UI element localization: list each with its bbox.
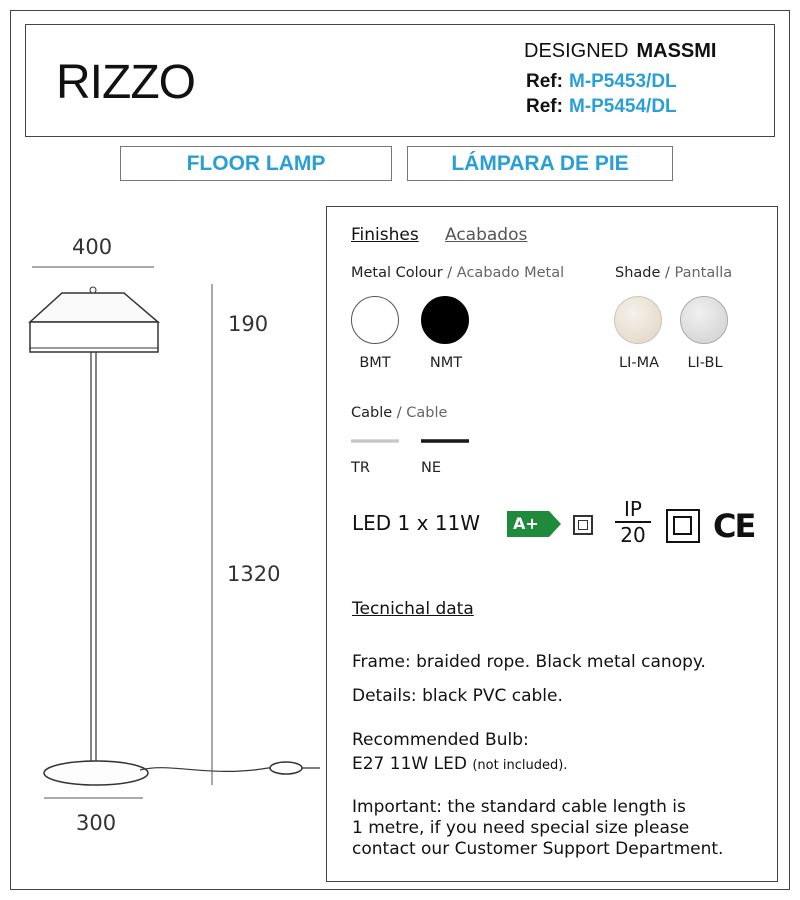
swatch-label-li-bl: LI-BL: [687, 355, 723, 371]
designed-label: DESIGNED: [524, 40, 629, 62]
cable-code-ne: NE: [421, 460, 442, 476]
cable-swatch-tr: [351, 439, 399, 443]
ip-label: IP: [615, 499, 651, 523]
tech-important-3: contact our Customer Support Department.: [352, 839, 724, 859]
tech-details: Details: black PVC cable.: [352, 686, 563, 706]
swatch-li-bl: [680, 296, 728, 344]
finishes-title: Finishes: [351, 225, 419, 245]
ce-mark-icon: CE: [713, 507, 755, 545]
energy-class-text: A+: [513, 514, 539, 533]
metal-label-es: Acabado Metal: [456, 265, 565, 281]
finishes-panel: [326, 206, 778, 882]
ref-code: M-P5454/DL: [568, 96, 677, 117]
lamp-base: [44, 761, 148, 785]
tech-bulb-note: (not included).: [472, 758, 568, 773]
ip-value: 20: [620, 523, 646, 547]
tech-bulb: [352, 754, 567, 776]
swatch-label-nmt: NMT: [429, 355, 463, 371]
ref-line-1: [526, 71, 677, 93]
swatch-label-bmt: BMT: [359, 355, 391, 371]
title-lampara-de-pie: LÁMPARA DE PIE: [407, 146, 673, 181]
tech-important-1: Important: the standard cable length is: [352, 797, 686, 817]
dim-stem-height: 1320: [227, 562, 281, 586]
product-name: RIZZO: [56, 56, 195, 109]
class-ii-small-icon: [573, 515, 593, 535]
separator: /: [396, 405, 402, 421]
shade-label-es: Pantalla: [674, 265, 733, 281]
tech-bulb-value: E27 11W LED: [352, 754, 467, 774]
dim-base-width: 300: [76, 811, 117, 835]
dim-shade-height: 190: [228, 312, 269, 336]
acabados-title: Acabados: [445, 225, 528, 245]
ref-code: M-P5453/DL: [568, 71, 677, 92]
class-ii-icon: [666, 509, 700, 543]
title-floor-lamp: FLOOR LAMP: [120, 146, 392, 181]
separator: /: [665, 265, 670, 281]
shade-label-en: Shade: [615, 265, 661, 281]
tech-important-2: 1 metre, if you need special size please: [352, 818, 690, 838]
dim-shade-width: 400: [72, 235, 113, 259]
metal-colour-label: [351, 265, 564, 281]
cable-swatch-ne: [421, 439, 469, 443]
swatch-li-ma: [614, 296, 662, 344]
ref-line-2: [526, 96, 677, 118]
tech-bulb-label: Recommended Bulb:: [352, 730, 529, 750]
shade-label: [615, 265, 732, 281]
header-box: [25, 24, 775, 137]
lamp-drawing: [0, 240, 320, 880]
technical-title: Tecnichal data: [352, 599, 474, 619]
swatch-bmt: [351, 296, 399, 344]
separator: /: [447, 265, 453, 281]
ref-label: Ref:: [526, 71, 563, 92]
led-spec: LED 1 x 11W: [352, 511, 481, 535]
designer-name: MASSMI: [636, 40, 717, 62]
tech-frame: Frame: braided rope. Black metal canopy.: [352, 652, 706, 672]
ref-label: Ref:: [526, 96, 563, 117]
shade-shape: [30, 293, 158, 322]
cable-switch: [270, 762, 302, 774]
designer-line: [524, 40, 716, 63]
ip-rating: [615, 499, 651, 545]
energy-class-badge: [507, 511, 561, 537]
swatch-nmt: [421, 296, 469, 344]
swatch-label-li-ma: LI-MA: [618, 355, 660, 371]
metal-label-en: Metal Colour: [351, 265, 443, 281]
cable-label-en: Cable: [351, 405, 393, 421]
cable-label: [351, 405, 447, 421]
cable-code-tr: TR: [351, 460, 370, 476]
cable-label-es: Cable: [406, 405, 448, 421]
